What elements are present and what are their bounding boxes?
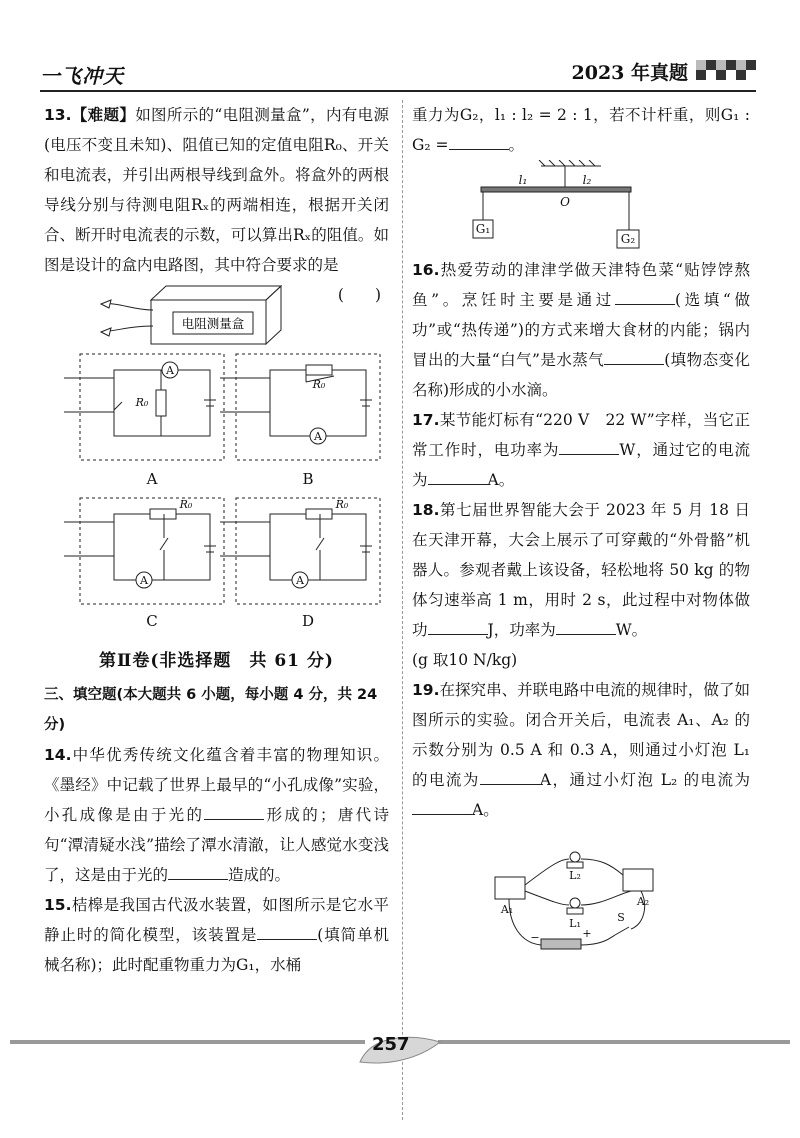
question-14: 14.中华优秀传统文化蕴含着丰富的物理知识。《墨经》中记载了世界上最早的“小孔成像”实验，小孔成像是由于光的 形成的；唐代诗句“潭清疑水浅”描绘了潭水清澈，让人感觉水变浅了，这是由于光的 造成的。 <box>44 746 389 884</box>
l1-bulb-label: L₁ <box>569 917 581 930</box>
question-number: 14. <box>44 746 72 764</box>
pivot-label: O <box>560 195 570 209</box>
a2-label: A₂ <box>636 895 650 908</box>
battery-plus-label: + <box>582 927 592 940</box>
answer-paren: ( ) <box>337 286 381 304</box>
g2-label: G₂ <box>620 232 636 246</box>
question-number: 17. <box>412 411 440 429</box>
ammeter-c-label: A <box>140 574 148 587</box>
question-number: 16. <box>412 261 440 279</box>
ammeter-b-label: A <box>314 430 322 443</box>
parallel-circuit-figure <box>491 845 671 965</box>
brand-logo: 一飞冲天 <box>40 64 124 88</box>
question-15-cont: 重力为G₂，l₁ : l₂ = 2 : 1，若不计杆重，则G₁ : G₂ = 。 <box>412 106 750 154</box>
page-number: 257 <box>372 1034 410 1055</box>
question-18: 18.第七届世界智能大会于 2023 年 5 月 18 日在天津开幕，大会上展示了可穿戴的“外骨骼”机器人。参观者戴上该设备，轻松地将 50 kg 的物体匀速举高 1 m，用时 2 s，此过程中对物体做功 J，功率为 W。 (g 取10 N/kg) <box>412 501 750 669</box>
page-header <box>0 0 800 92</box>
option-b-label: B <box>302 470 314 488</box>
answer-blank[interactable] <box>168 861 228 880</box>
battery-minus-label: − <box>530 931 540 944</box>
question-number: 13. <box>44 106 72 124</box>
answer-blank[interactable] <box>559 436 619 455</box>
answer-blank[interactable] <box>449 131 509 150</box>
answer-blank[interactable] <box>204 801 264 820</box>
g1-label: G₁ <box>475 222 491 236</box>
question-text: 如图所示的“电阻测量盒”，内有电源(电压不变且未知)、阻值已知的定值电阻R₀、开关和电流表，并引出两根导线到盒外。将盒外的两根导线分别与待测电阻Rₓ的两端相连，根据开关闭合、断开时电流表的示数，可以算出Rₓ的阻值。如图是设计的盒内电路图，其中符合要求的是 <box>44 106 389 274</box>
question-17: 17.某节能灯标有“220 V 22 W”字样，当它正常工作时，电功率为 W，通过它的电流为 A。 <box>412 411 750 489</box>
a1-label: A₁ <box>500 903 514 916</box>
question-13 <box>44 100 389 304</box>
l2-bulb-label: L₂ <box>569 869 581 882</box>
r0-b-label: R₀ <box>312 378 326 391</box>
question-16: 16.热爱劳动的津津学做天津特色菜“贴饽饽熬鱼”。烹饪时主要是通过 (选填“做功”或“热传递”)的方式来增大食材的内能；锅内冒出的大量“白气”是水蒸气 (填物态变化名称)形成的小水滴。 <box>412 261 750 399</box>
r0-d-label: R₀ <box>335 498 349 511</box>
r0-c-label: R₀ <box>179 498 193 511</box>
part-title: 三、填空题(本大题共 6 小题，每小题 4 分，共 24 分) <box>44 687 378 733</box>
answer-blank[interactable] <box>604 346 664 365</box>
circuit-options-figure <box>44 350 384 630</box>
option-a-label: A <box>146 470 158 488</box>
answer-blank[interactable] <box>412 796 472 815</box>
resistance-box-figure <box>81 280 301 350</box>
switch-label: S <box>617 911 625 924</box>
page-title: 2023 年真题 <box>571 62 688 84</box>
ammeter-d-label: A <box>296 574 304 587</box>
answer-blank[interactable] <box>428 466 488 485</box>
question-number: 19. <box>412 681 440 699</box>
right-column <box>412 100 750 965</box>
r0-a-label: R₀ <box>135 396 149 409</box>
checker-pattern-icon <box>696 56 756 84</box>
question-19: 19.在探究串、并联电路中电流的规律时，做了如图所示的实验。闭合开关后，电流表 A₁、A₂ 的示数分别为 0.5 A 和 0.3 A，则通过小灯泡 L₁ 的电流为 A，通过小灯泡 L₂ 的电流为A。 <box>412 681 750 819</box>
header-rule <box>40 90 756 92</box>
question-number: 15. <box>44 896 72 914</box>
option-c-label: C <box>146 612 158 630</box>
answer-blank[interactable] <box>556 616 616 635</box>
left-column <box>44 100 389 980</box>
question-15: 15.桔槔是我国古代汲水装置，如图所示是它水平静止时的简化模型，该装置是 (填简单机械名称)；此时配重物重力为G₁，水桶 <box>44 896 389 974</box>
question-number: 18. <box>412 501 440 519</box>
difficulty-tag: 【难题】 <box>71 106 136 124</box>
answer-blank[interactable] <box>480 766 540 785</box>
column-divider <box>402 100 403 1120</box>
lever-figure <box>461 160 701 255</box>
answer-blank[interactable] <box>428 616 488 635</box>
option-d-label: D <box>301 612 315 630</box>
section-title: 第Ⅱ卷(非选择题 共 61 分) <box>99 651 334 671</box>
box-label: 电阻测量盒 <box>181 316 245 331</box>
l2-label: l₂ <box>582 173 592 187</box>
ammeter-a-label: A <box>166 364 174 377</box>
l1-label: l₁ <box>518 173 528 187</box>
answer-blank[interactable] <box>257 921 317 940</box>
answer-blank[interactable] <box>615 286 675 305</box>
